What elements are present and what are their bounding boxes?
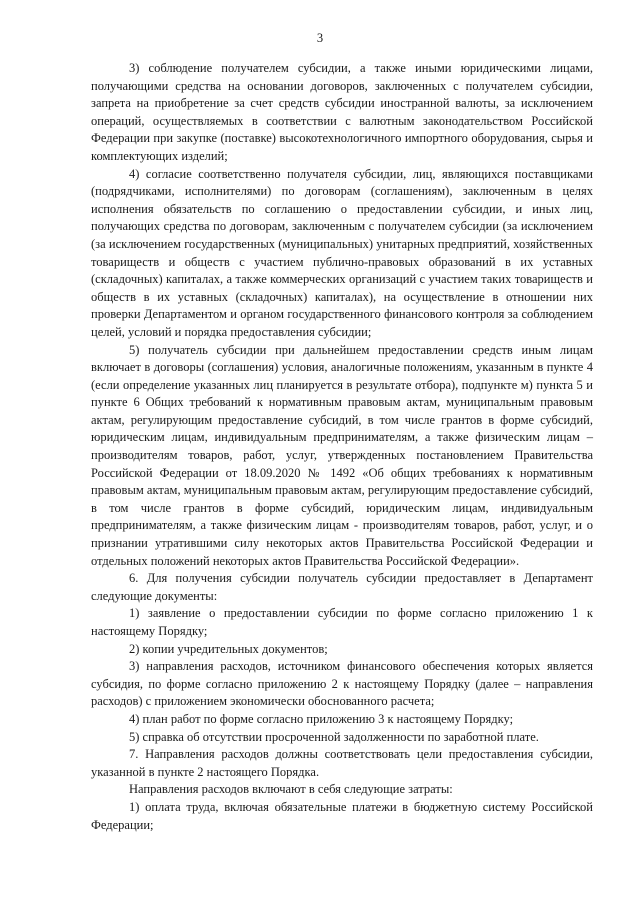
document-body [91,60,593,834]
paragraph-doc-3: 3) направления расходов, источником финансового обеспечения которых является субсидия, по форме согласно приложению 2 к настоящему Порядку (далее – направления расходов) с приложением экономически обоснованного расчета; [91,659,593,709]
paragraph-doc-5: 5) справка об отсутствии просроченной задолженности по заработной плате. [129,729,539,744]
paragraph-item-3: 3) соблюдение получателем субсидии, а также иными юридическими лицами, получающими средства на основании договоров, заключенных с получателем субсидии, запрета на приобретение за счет средств субсидии иностранной валюты, за исключением операций, осуществляемых в соответствии с валютным законодательством Российской Федерации при закупке (поставке) высокотехнологичного импортного оборудования, сырья и комплектующих изделий; [91,61,593,163]
paragraph-expense-1: 1) оплата труда, включая обязательные платежи в бюджетную систему Российской Федерации; [91,799,593,832]
paragraph-expenses-intro: Направления расходов включают в себя следующие затраты: [129,782,453,797]
paragraph-clause-7: 7. Направления расходов должны соответствовать цели предоставления субсидии, указанной в пункте 2 настоящего Порядка. [91,747,593,779]
paragraph-doc-4: 4) план работ по форме согласно приложению 3 к настоящему Порядку; [129,711,514,726]
paragraph-doc-1: 1) заявление о предоставлении субсидии по форме согласно приложению 1 к настоящему Порядку; [91,606,593,638]
paragraph-item-4: 4) согласие соответственно получателя субсидии, лиц, являющихся поставщиками (подрядчиками, исполнителями) по договорам (соглашениям), заключенным в целях исполнения обязательств по соглашению о предоставлении субсидии, и иных лиц, получающих средства по договорам, заключенным с получателем субсидии (за исключением (за исключением государственных (муниципальных) унитарных предприятий, хозяйственных товариществ и обществ с участием публично-правовых образований в их уставных (складочных) капиталах, а также коммерческих организаций с участием таких товариществ и обществ в их уставных (складочных) капиталах), на осуществление в отношении них проверки Департаментом и органом государственного финансового контроля за соблюдением целей, условий и порядка предоставления субсидии; [91,166,593,339]
paragraph-doc-2: 2) копии учредительных документов; [129,641,328,656]
paragraph-item-5: 5) получатель субсидии при дальнейшем предоставлении средств иным лицам включает в договоры (соглашения) условия, аналогичные положениям, указанным в пункте 4 (если определение указанных лиц планируется в результате отбора), подпункте м) пункта 5 и пункте 6 Общих требований к нормативным правовым актам, муниципальным правовым актам, регулирующим предоставление субсидий, в том числе грантов в форме субсидий, юридическим лицам, индивидуальным предпринимателям, а также физическим лицам – производителям товаров, работ, услуг, утвержденных постановлением Правительства Российской Федерации от 18.09.2020 № 1492 «Об общих требованиях к нормативным правовым актам, муниципальным правовым актам, регулирующим предоставление субсидий, в том числе грантов в форме субсидий, юридическим лицам, индивидуальным предпринимателям, а также физическим лицам - производителям товаров, работ, услуг, и о признании утратившими силу некоторых актов Правительства Российской Федерации и отдельных положений некоторых актов Правительства Российской Федерации». [91,342,593,568]
paragraph-clause-6: 6. Для получения субсидии получатель субсидии предоставляет в Департамент следующие документы: [91,571,593,603]
page-number: 3 [316,31,324,45]
